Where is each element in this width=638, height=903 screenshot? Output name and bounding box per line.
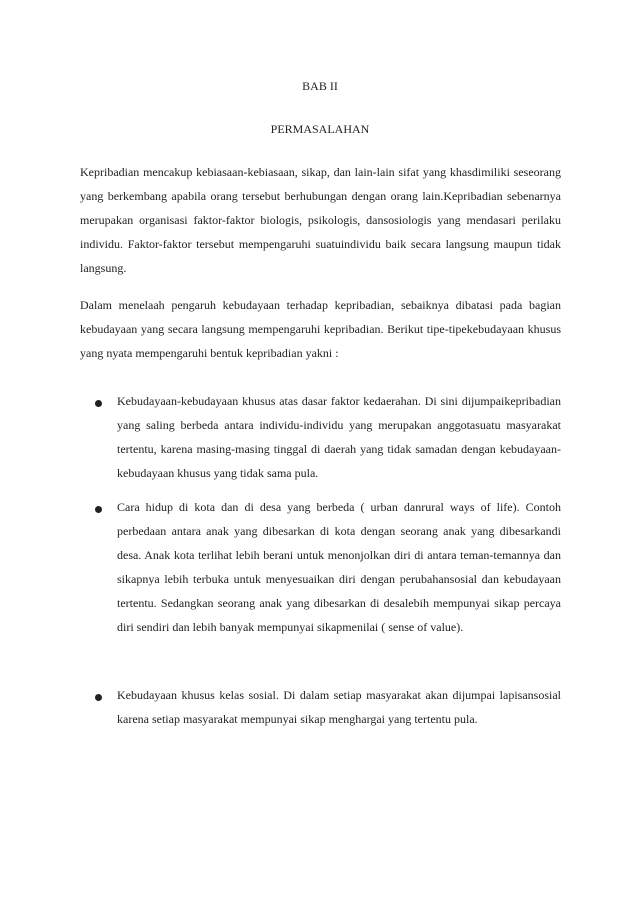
list-item-text: Kebudayaan khusus kelas sosial. Di dalam setiap masyarakat akan dijumpai lapisansosial karena setiap masyarakat mempunyai sikap menghargai yang tertentu pula. [117,688,561,726]
bullet-dot-icon [95,400,102,407]
bullet-dot-icon [95,506,102,513]
list-item-text: Kebudayaan-kebudayaan khusus atas dasar faktor kedaerahan. Di sini dijumpaikepribadian yang saling berbeda antara individu-individu yang merupakan anggotasuatu masyarakat tertentu, karena masing-masing tinggal di daerah yang tidak samadan dengan kebudayaan-kebudayaan khusus yang tidak sama pula. [117,394,561,480]
bullet-dot-icon [95,694,102,701]
chapter-heading: BAB II [302,79,338,93]
chapter-title: PERMASALAHAN [270,122,370,136]
paragraph-culture: Dalam menelaah pengaruh kebudayaan terhadap kepribadian, sebaiknya dibatasi pada bagian kebudayaan yang secara langsung mempengaruhi kepribadian. Berikut tipe-tipekebudayaan khusus yang nyata mempengaruhi bentuk kepribadian yakni : [80,298,561,360]
list-item-text: Cara hidup di kota dan di desa yang berbeda ( urban danrural ways of life). Contoh perbedaan antara anak yang dibesarkan di kota dengan seorang anak yang dibesarkandi desa. Anak kota terlihat lebih berani untuk menonjolkan diri di antara teman-temannya dan sikapnya lebih terbuka untuk menyesuaikan diri dengan perubahansosial dan kebudayaan tertentu. Sedangkan seorang anak yang dibesarkan di desalebih mempunyai sikap percaya diri sendiri dan lebih banyak mempunyai sikapmenilai ( sense of value). [117,500,561,634]
paragraph-intro: Kepribadian mencakup kebiasaan-kebiasaan, sikap, dan lain-lain sifat yang khasdimiliki seseorang yang berkembang apabila orang tersebut berhubungan dengan orang lain.Kepribadian sebenarnya merupakan organisasi faktor-faktor biologis, psikologis, dansosiologis yang mendasari perilaku individu. Faktor-faktor tersebut mempengaruhi suatuindividu baik secara langsung maupun tidak langsung. [80,165,561,275]
